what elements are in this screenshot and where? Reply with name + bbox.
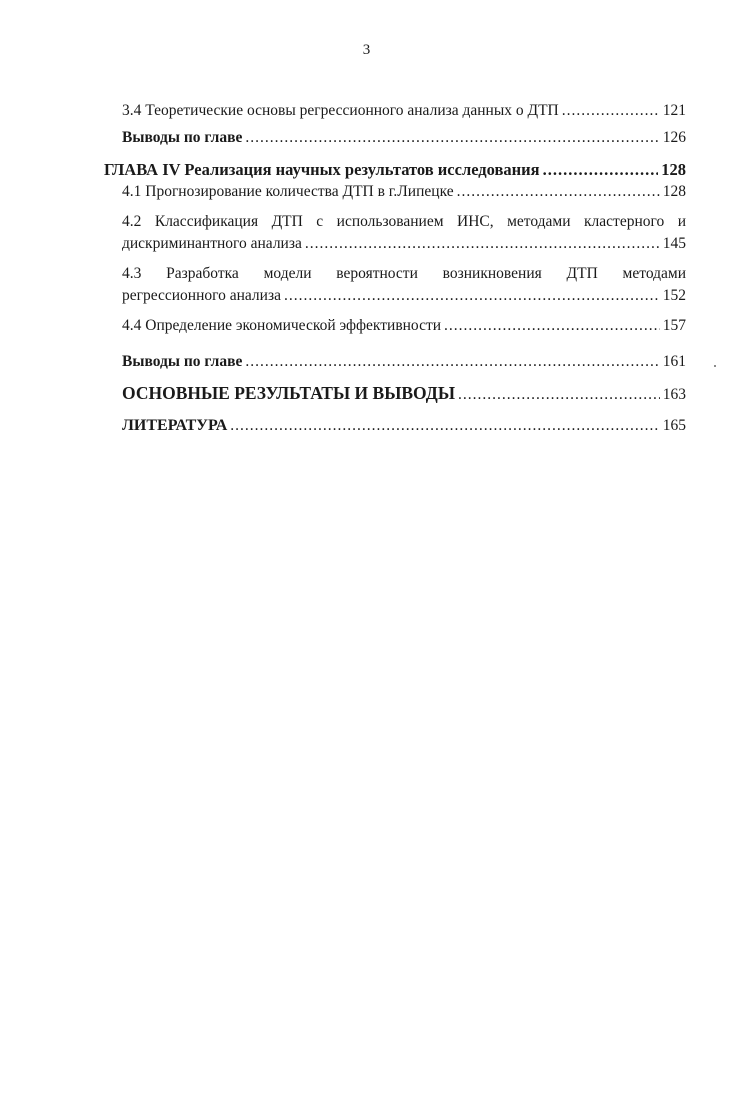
toc-entry-title: 4.1 Прогнозирование количества ДТП в г.Липецке: [122, 183, 454, 200]
toc-entry-3-4: [104, 100, 686, 122]
dot-leader: [305, 233, 660, 255]
toc-entry-title-line1: 4.3 Разработка модели вероятности возникновения ДТП методами: [122, 265, 686, 282]
toc-entry-4-4: [104, 315, 686, 337]
dot-leader: [245, 127, 659, 149]
toc-entry-title-line2: дискриминантного анализа: [122, 235, 302, 252]
toc-entry-page: 145: [662, 235, 686, 252]
toc-entry-page: 126: [662, 129, 686, 146]
toc-entry-page: 121: [662, 102, 686, 119]
toc-entry-4-1: [104, 181, 686, 203]
toc-entry-page: 128: [662, 183, 686, 200]
toc-entry-page: 152: [662, 287, 686, 304]
toc-entry-chapter-3-conclusions: [104, 127, 686, 149]
toc-entry-title: ГЛАВА IV Реализация научных результатов исследования: [104, 160, 540, 179]
toc-entry-chapter-4-conclusions: [104, 351, 686, 373]
dot-leader: [284, 285, 660, 307]
toc-entry-page: 165: [662, 417, 686, 434]
toc-entry-page: 128: [661, 160, 686, 179]
toc-entry-page: 161: [662, 353, 686, 370]
dot-leader: [543, 159, 659, 181]
toc-entry-literature: [104, 415, 686, 437]
dot-leader: [230, 415, 659, 437]
table-of-contents: [104, 100, 686, 437]
toc-entry-page: 157: [662, 317, 686, 334]
dot-leader: [245, 351, 659, 373]
toc-entry-title: Выводы по главе: [122, 129, 243, 146]
dot-leader: [458, 383, 660, 407]
scan-speck: [714, 365, 716, 367]
dot-leader: [444, 315, 660, 337]
dot-leader: [562, 100, 660, 122]
toc-entry-title: 4.4 Определение экономической эффективности: [122, 317, 442, 334]
toc-entry-chapter-4: [104, 159, 686, 181]
toc-entry-title: 3.4 Теоретические основы регрессионного анализа данных о ДТП: [122, 102, 559, 119]
toc-entry-title-line1: 4.2 Классификация ДТП с использованием ИНС, методами кластерного и: [122, 213, 686, 230]
toc-entry-main-results: [104, 381, 686, 407]
toc-entry-title: ОСНОВНЫЕ РЕЗУЛЬТАТЫ И ВЫВОДЫ: [122, 383, 456, 403]
toc-entry-4-3: [104, 263, 686, 307]
toc-entry-4-2: [104, 211, 686, 255]
toc-entry-title-line2: регрессионного анализа: [122, 287, 281, 304]
page-number: 3: [362, 42, 371, 58]
dot-leader: [457, 181, 660, 203]
toc-entry-title: ЛИТЕРАТУРА: [122, 417, 228, 434]
toc-entry-page: 163: [662, 386, 686, 403]
toc-entry-title: Выводы по главе: [122, 353, 243, 370]
